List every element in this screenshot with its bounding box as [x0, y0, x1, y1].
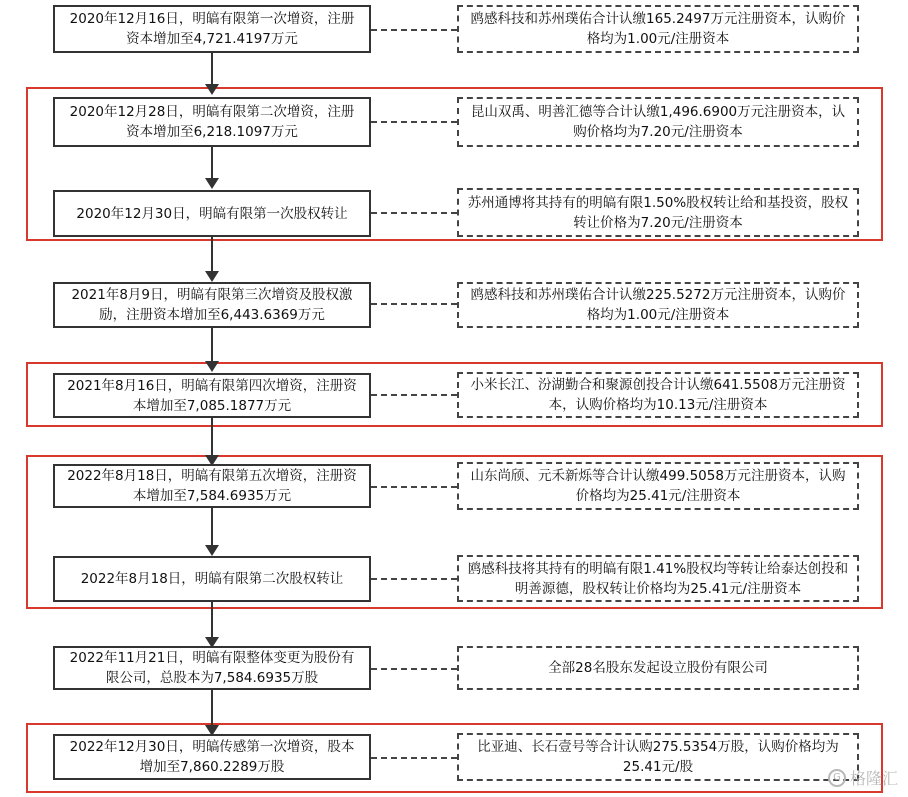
watermark [828, 766, 898, 789]
watermark-logo-icon: G [828, 769, 846, 787]
note-box: 全部28名股东发起设立股份有限公司 [457, 646, 859, 690]
note-connector [371, 757, 457, 759]
note-connector [371, 668, 457, 670]
note-connector [371, 212, 457, 214]
note-connector [371, 486, 457, 488]
flow-arrow [211, 328, 213, 370]
note-box: 比亚迪、长石壹号等合计认购275.5354万股，认购价格均为25.41元/股 [457, 733, 859, 781]
note-connector [371, 303, 457, 305]
flow-arrow [211, 602, 213, 646]
note-connector [371, 394, 457, 396]
event-box-2020-12-16: 2020年12月16日，明皜有限第一次增资，注册资本增加至4,721.4197万元 [53, 5, 371, 53]
flow-arrow [211, 508, 213, 554]
note-box: 鸥感科技和苏州璞佑合计认缴165.2497万元注册资本，认购价格均为1.00元/注册资本 [457, 5, 859, 53]
event-box-2022-08-18-transfer: 2022年8月18日，明皜有限第二次股权转让 [53, 556, 371, 602]
event-box-2022-12-30: 2022年12月30日，明皜传感第一次增资，股本增加至7,860.2289万股 [53, 734, 371, 780]
event-box-2020-12-30: 2020年12月30日，明皜有限第一次股权转让 [53, 190, 371, 237]
flow-arrow [211, 147, 213, 187]
note-box: 昆山双禹、明善汇德等合计认缴1,496.6900万元注册资本，认购价格均为7.20元/注册资本 [457, 97, 859, 147]
flow-arrow [211, 418, 213, 464]
note-box: 鸥感科技将其持有的明皜有限1.41%股权均等转让给泰达创投和明善源德，股权转让价格均为25.41元/注册资本 [457, 555, 859, 602]
flow-arrow [211, 690, 213, 734]
note-connector [371, 121, 457, 123]
flow-arrow [211, 237, 213, 280]
note-box: 山东尚颀、元禾新烁等合计认缴499.5058万元注册资本，认购价格均为25.41元/注册资本 [457, 462, 859, 510]
note-box: 苏州通博将其持有的明皜有限1.50%股权转让给和基投资，股权转让价格为7.20元/注册资本 [457, 188, 859, 237]
event-box-2020-12-28: 2020年12月28日，明皜有限第二次增资，注册资本增加至6,218.1097万元 [53, 97, 371, 147]
note-box: 小米长江、汾湖勤合和聚源创投合计认缴641.5508万元注册资本，认购价格均为10.13元/注册资本 [457, 372, 859, 418]
event-box-2021-08-09: 2021年8月9日，明皜有限第三次增资及股权激励，注册资本增加至6,443.6369万元 [53, 282, 371, 328]
note-connector [371, 29, 457, 31]
event-box-2022-08-18-capital: 2022年8月18日，明皜有限第五次增资，注册资本增加至7,584.6935万元 [53, 464, 371, 508]
flow-arrow [211, 53, 213, 93]
note-connector [371, 578, 457, 580]
watermark-text: 格隆汇 [849, 769, 898, 788]
note-box: 鸥感科技和苏州璞佑合计认缴225.5272万元注册资本，认购价格均为1.00元/注册资本 [457, 282, 859, 328]
event-box-2022-11-21: 2022年11月21日，明皜有限整体变更为股份有限公司，总股本为7,584.6935万股 [53, 646, 371, 690]
event-box-2021-08-16: 2021年8月16日，明皜有限第四次增资，注册资本增加至7,085.1877万元 [53, 373, 371, 418]
